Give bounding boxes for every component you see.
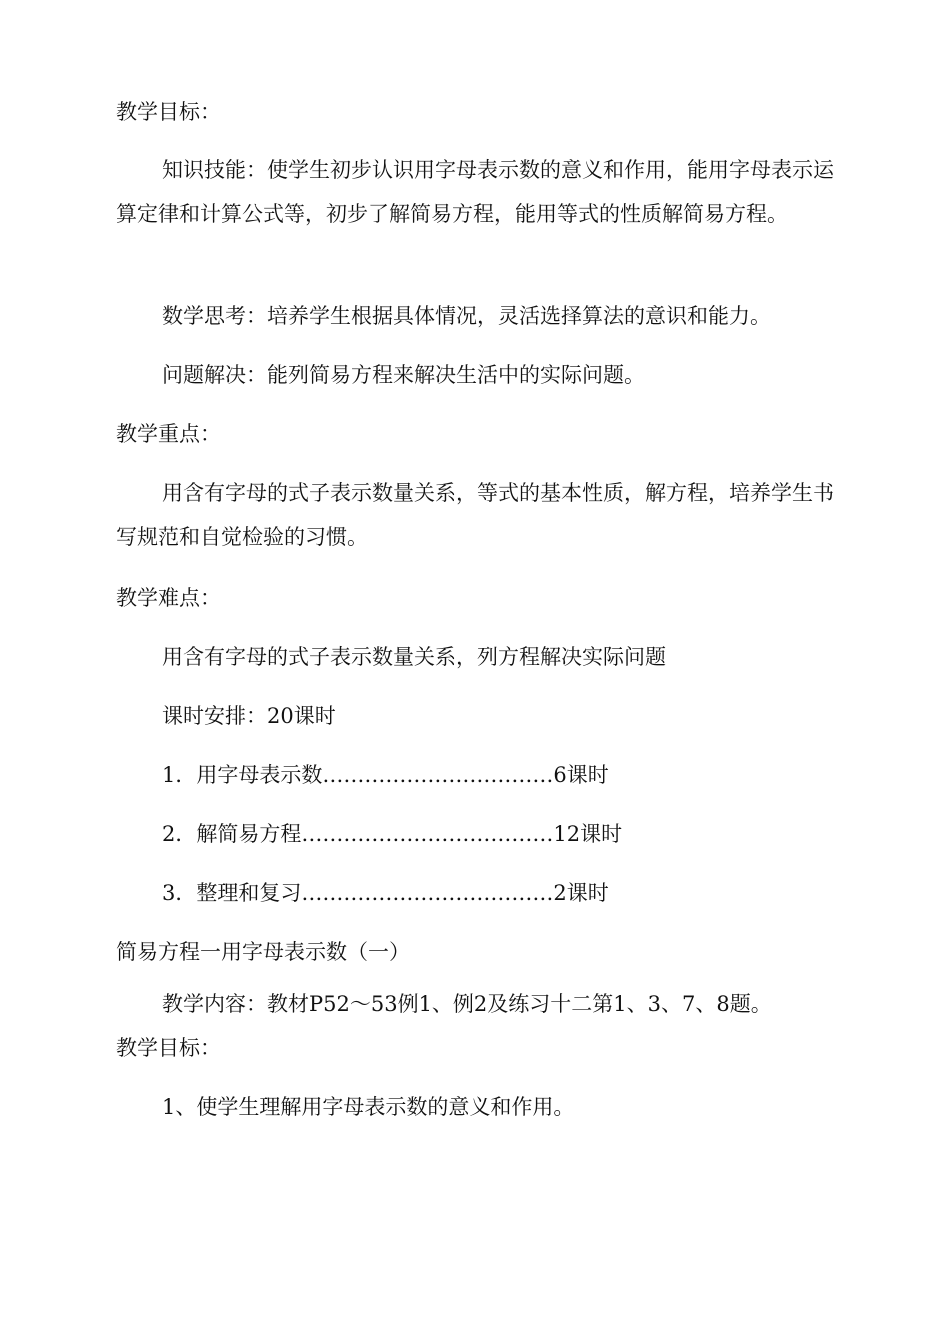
goal-item-1: 1、使学生理解用字母表示数的意义和作用。 bbox=[162, 1095, 575, 1119]
paragraph-problem-solving: 问题解决：能列简易方程来解决生活中的实际问题。 bbox=[162, 363, 645, 387]
paragraph-key-points: 用含有字母的式子表示数量关系，等式的基本性质，解方程，培养学生书写规范和自觉检验的习惯。 bbox=[116, 481, 834, 549]
heading-teaching-key-points: 教学重点： bbox=[116, 422, 221, 446]
paragraph-difficulties: 用含有字母的式子表示数量关系，列方程解决实际问题 bbox=[162, 645, 666, 669]
schedule-total: 课时安排：20课时 bbox=[162, 704, 336, 728]
paragraph-knowledge-skills: 知识技能：使学生初步认识用字母表示数的意义和作用，能用字母表示运算定律和计算公式等，初步了解简易方程，能用等式的性质解简易方程。 bbox=[116, 158, 834, 226]
schedule-item: 1．用字母表示数……………………………6课时 bbox=[162, 763, 609, 787]
heading-teaching-goals: 教学目标： bbox=[116, 100, 221, 124]
heading-teaching-difficulties: 教学难点： bbox=[116, 586, 221, 610]
section-title: 简易方程一用字母表示数（一） bbox=[116, 940, 410, 964]
paragraph-math-thinking: 数学思考：培养学生根据具体情况，灵活选择算法的意识和能力。 bbox=[162, 304, 771, 328]
schedule-item: 3．整理和复习………………………………2课时 bbox=[162, 881, 609, 905]
schedule-item: 2．解简易方程………………………………12课时 bbox=[162, 822, 623, 846]
heading-teaching-goals-2: 教学目标： bbox=[116, 1036, 221, 1060]
teaching-content: 教学内容：教材P52～53例1、例2及练习十二第1、3、7、8题。 bbox=[162, 992, 772, 1016]
